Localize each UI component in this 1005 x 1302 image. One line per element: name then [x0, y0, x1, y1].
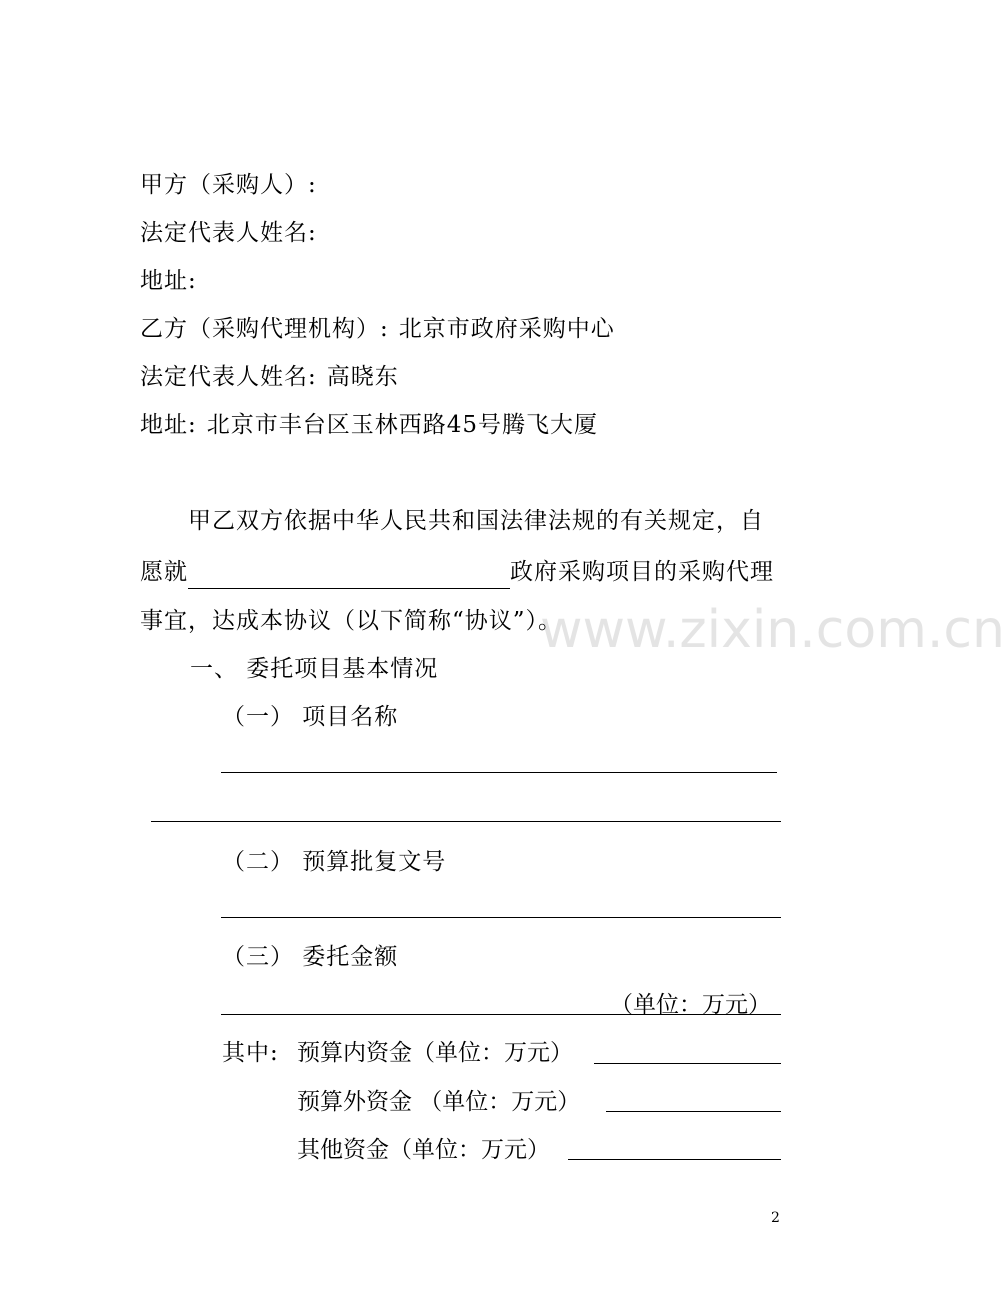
- budget-out-blank[interactable]: [606, 1111, 781, 1112]
- project-blank-line[interactable]: [188, 562, 510, 589]
- party-b-representative-label: 法定代表人姓名:: [140, 364, 317, 390]
- intro-line-2: [140, 555, 774, 589]
- page-number: 2: [771, 1210, 780, 1226]
- party-b-address-label: 地址:: [140, 412, 197, 438]
- intro-line-2-prefix: 愿就: [140, 559, 188, 585]
- party-b-representative-line: [140, 360, 399, 394]
- amount-blank[interactable]: [221, 1014, 781, 1015]
- intro-line-2-suffix: 政府采购项目的采购代理: [510, 559, 774, 585]
- item-1-project-name: （一） 项目名称: [222, 704, 399, 730]
- project-name-blank-1[interactable]: [221, 772, 777, 773]
- item-3-entrusted-amount: （三） 委托金额: [222, 944, 399, 970]
- budget-approval-blank[interactable]: [221, 917, 781, 918]
- budget-in-blank[interactable]: [594, 1063, 781, 1064]
- item-2-budget-approval-number: （二） 预算批复文号: [222, 849, 447, 875]
- party-b-line: [140, 312, 615, 346]
- other-funds-blank[interactable]: [568, 1159, 781, 1160]
- party-b-name: 北京市政府采购中心: [398, 316, 615, 342]
- party-b-address-line: [140, 408, 598, 442]
- project-name-blank-2[interactable]: [151, 821, 781, 822]
- party-a-representative-label: 法定代表人姓名:: [140, 220, 317, 246]
- intro-line-3: 事宜，达成本协议（以下简称“协议”）。: [140, 608, 563, 634]
- amount-unit-note: （单位：万元）: [610, 992, 771, 1018]
- party-b-label: 乙方（采购代理机构）:: [140, 316, 389, 342]
- party-a-address-label: 地址:: [140, 268, 197, 294]
- budget-out-label: 预算外资金 （单位：万元）: [297, 1089, 581, 1115]
- section-1-heading: 一、 委托项目基本情况: [190, 656, 439, 682]
- other-funds-label: 其他资金（单位：万元）: [297, 1137, 550, 1163]
- intro-line-1: 甲乙双方依据中华人民共和国法律法规的有关规定，自: [188, 508, 764, 534]
- breakdown-prefix: 其中:: [222, 1040, 279, 1066]
- party-b-representative-name: 高晓东: [326, 364, 399, 390]
- watermark: www.zixin.com.cn: [540, 600, 1005, 660]
- party-a-label: 甲方（采购人）:: [140, 172, 317, 198]
- budget-in-label: 预算内资金（单位：万元）: [297, 1040, 573, 1066]
- party-b-address: 北京市丰台区玉林西路45号腾飞大厦: [206, 412, 599, 438]
